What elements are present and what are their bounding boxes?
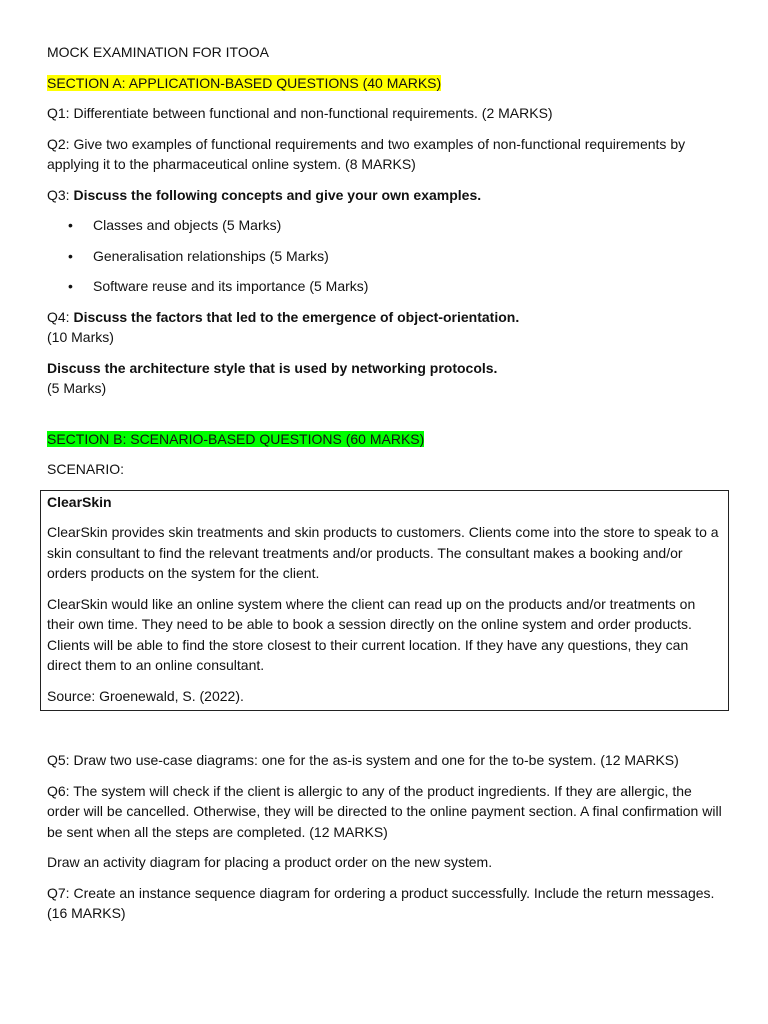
question-4-marks: (10 Marks) <box>47 329 114 345</box>
section-b-heading-text: SECTION B: SCENARIO-BASED QUESTIONS (60 MARKS) <box>47 430 425 447</box>
question-4b-text: Discuss the architecture style that is used by networking protocols. <box>47 359 498 376</box>
question-3-list <box>47 215 727 297</box>
question-3-prefix: Q3: <box>47 186 74 203</box>
scenario-paragraph-1: ClearSkin provides skin treatments and skin products to customers. Clients come into the store to speak to a skin consultant to find the relevant treatments and/or products. The consultant makes a booking and/or orders products on the system for the client. <box>47 524 719 581</box>
scenario-box <box>40 490 729 712</box>
question-4b <box>47 358 727 399</box>
section-spacer <box>47 409 727 429</box>
list-item <box>47 246 727 267</box>
question-1: Q1: Differentiate between functional and non-functional requirements. (2 MARKS) <box>47 105 553 121</box>
section-a-heading <box>47 73 727 94</box>
scenario-title: ClearSkin <box>47 493 112 510</box>
list-item <box>47 276 727 297</box>
question-4-prefix: Q4: <box>47 308 74 325</box>
list-item-text: Software reuse and its importance (5 Marks) <box>93 278 369 294</box>
bullet-icon: • <box>68 247 73 264</box>
question-3-text: Discuss the following concepts and give your own examples. <box>73 186 482 203</box>
section-b-heading <box>47 429 727 450</box>
list-item <box>47 215 727 236</box>
section-a-heading-text: SECTION A: APPLICATION-BASED QUESTIONS (40 MARKS) <box>47 74 442 91</box>
scenario-label: SCENARIO: <box>47 461 125 477</box>
scenario-source: Source: Groenewald, S. (2022). <box>47 687 244 704</box>
bullet-icon: • <box>68 217 73 233</box>
question-4-text: Discuss the factors that led to the emergence of object-orientation. <box>73 308 520 325</box>
question-6-instruction: Draw an activity diagram for placing a product order on the new system. <box>47 854 493 870</box>
scenario-paragraph-2: ClearSkin would like an online system where the client can read up on the products and/or treatments on their own time. They need to be able to book a session directly on the online system and order products. Clients will be able to find the store closest to their current location. If they have any questions, they can direct them to an online consultant. <box>47 595 696 673</box>
question-6: Q6: The system will check if the client is allergic to any of the product ingredients. If they are allergic, the order will be cancelled. Otherwise, they will be directed to the online payment section. A final confirmation will be sent when all the steps are completed. (12 MARKS) <box>47 782 722 840</box>
list-item-text: Generalisation relationships (5 Marks) <box>93 247 329 264</box>
question-3 <box>47 185 727 206</box>
document-title: MOCK EXAMINATION FOR ITOOA <box>47 44 269 60</box>
section-spacer <box>47 711 727 750</box>
question-4 <box>47 307 727 348</box>
question-2: Q2: Give two examples of functional requirements and two examples of non-functional requirements by applying it to the pharmaceutical online system. (8 MARKS) <box>47 135 686 172</box>
question-4b-marks: (5 Marks) <box>47 380 107 396</box>
list-item-text: Classes and objects (5 Marks) <box>93 217 282 233</box>
question-7: Q7: Create an instance sequence diagram for ordering a product successfully. Include the return messages. (16 MARKS) <box>47 884 715 921</box>
bullet-icon: • <box>68 278 73 294</box>
exam-document <box>47 42 727 934</box>
question-5: Q5: Draw two use-case diagrams: one for the as-is system and one for the to-be system. (12 MARKS) <box>47 752 679 768</box>
